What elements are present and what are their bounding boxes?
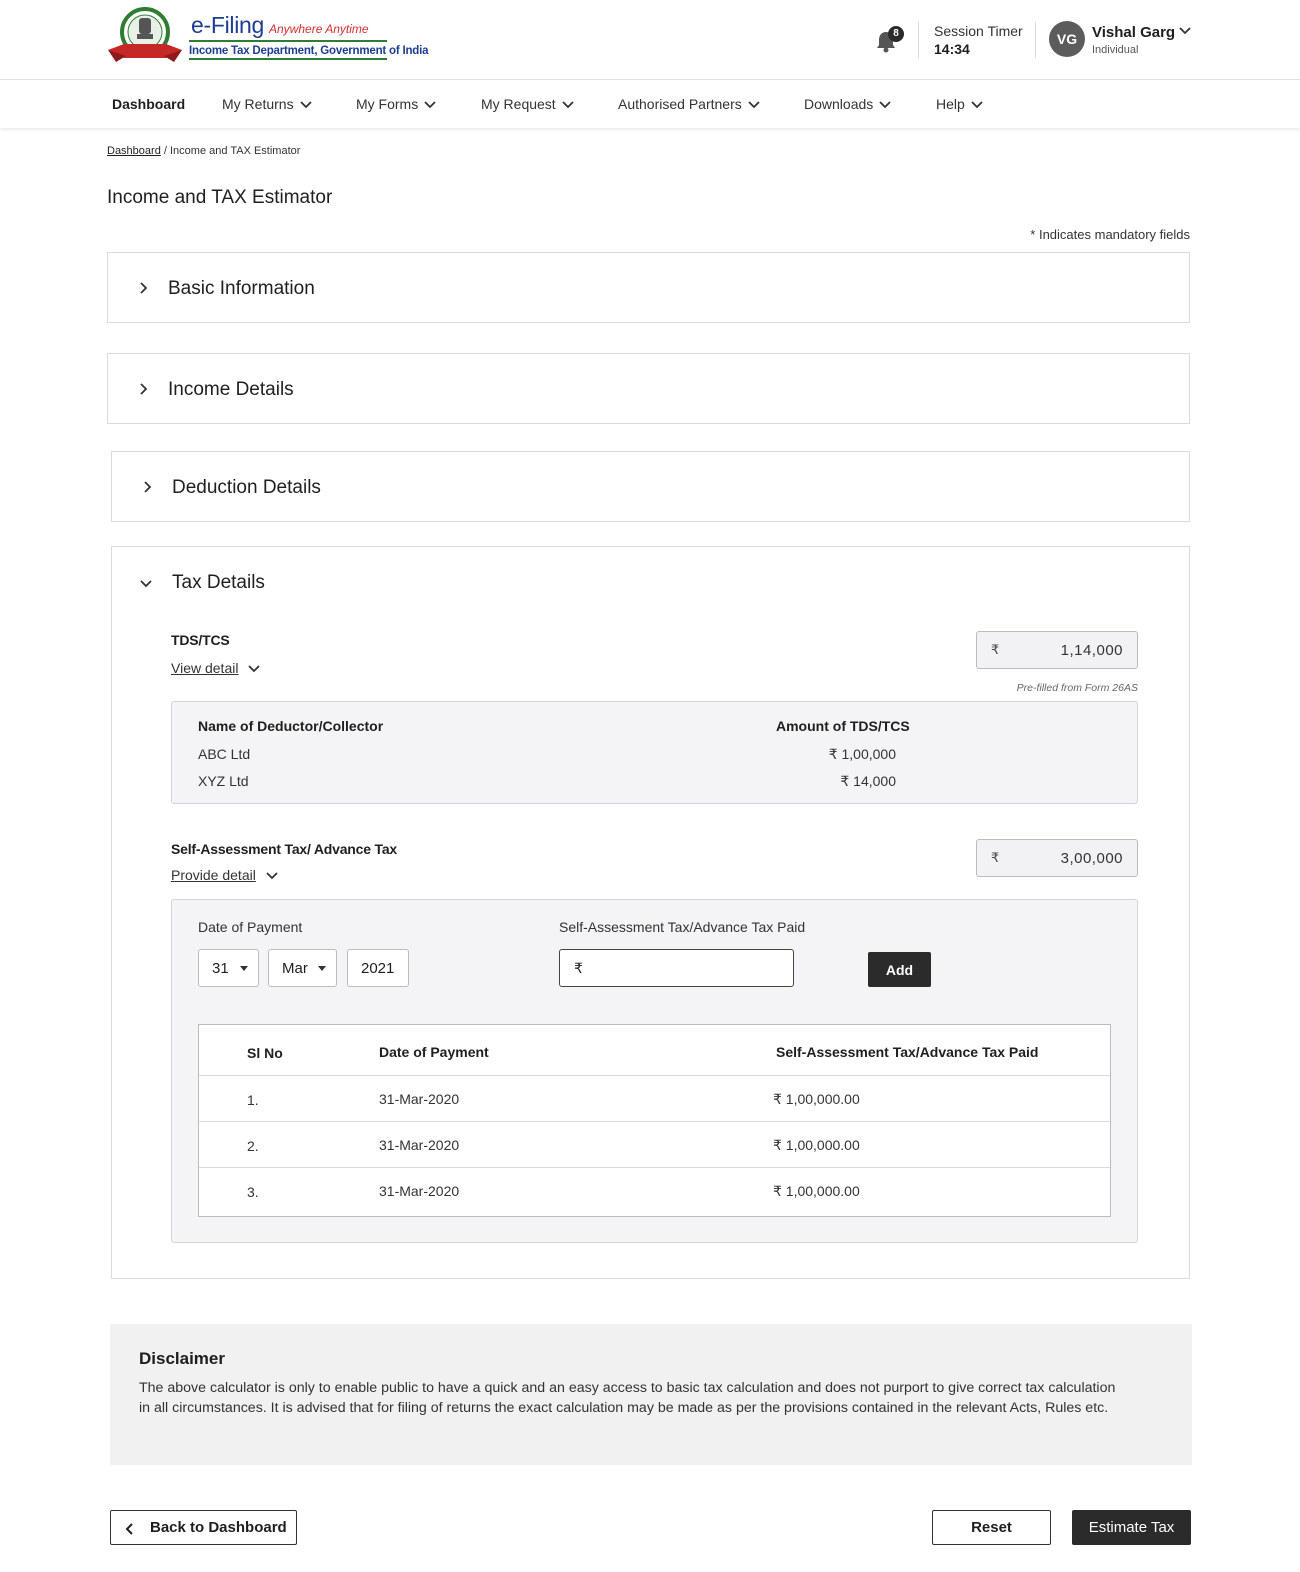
- chevron-down-icon: [879, 101, 891, 109]
- month-value: Mar: [282, 960, 308, 977]
- chevron-down-icon[interactable]: [139, 576, 153, 590]
- rupee-symbol: ₹: [991, 850, 1000, 865]
- nav-my-returns[interactable]: [222, 96, 312, 112]
- caret-down-icon: [240, 966, 248, 971]
- page-title: Income and TAX Estimator: [107, 187, 333, 208]
- row-divider: [199, 1121, 1110, 1122]
- nav-help[interactable]: [936, 96, 983, 112]
- provide-detail-link[interactable]: [171, 867, 278, 883]
- accordion-title: Basic Information: [168, 278, 315, 299]
- deductor-name: XYZ Ltd: [198, 773, 249, 789]
- accordion-basic-information[interactable]: [107, 252, 1190, 323]
- row-date: 31-Mar-2020: [379, 1091, 460, 1107]
- accordion-income-details[interactable]: [107, 353, 1190, 424]
- col-tds-amount: Amount of TDS/TCS: [776, 718, 910, 734]
- disclaimer-title: Disclaimer: [139, 1349, 225, 1368]
- tds-tcs-total-field: [976, 631, 1138, 669]
- nav-label: My Returns: [222, 96, 294, 112]
- reset-button[interactable]: Reset: [932, 1510, 1051, 1545]
- breadcrumb-current: Income and TAX Estimator: [170, 145, 301, 157]
- tds-tcs-total-value: 1,14,000: [1060, 642, 1123, 659]
- col-sl-no: Sl No: [247, 1045, 283, 1061]
- user-avatar[interactable]: VG: [1049, 21, 1085, 57]
- income-tax-emblem-logo[interactable]: [104, 6, 186, 66]
- view-detail-link[interactable]: [171, 660, 260, 676]
- nav-authorised-partners[interactable]: [618, 96, 760, 112]
- tds-tcs-label: TDS/TCS: [171, 632, 230, 648]
- tax-paid-input[interactable]: [592, 956, 782, 980]
- nav-downloads[interactable]: [804, 96, 891, 112]
- self-assessment-label: Self-Assessment Tax/ Advance Tax: [171, 841, 397, 857]
- nav-my-request[interactable]: [481, 96, 574, 112]
- nav-label: Help: [936, 96, 965, 112]
- breadcrumb: [107, 145, 300, 157]
- back-label: Back to Dashboard: [150, 1519, 287, 1536]
- chevron-down-icon: [248, 665, 260, 673]
- nav-label: Authorised Partners: [618, 96, 742, 112]
- brand-tagline: Anywhere Anytime: [269, 22, 369, 36]
- accordion-title[interactable]: Tax Details: [172, 572, 265, 593]
- nav-my-forms[interactable]: [356, 96, 436, 112]
- row-tax-paid: ₹ 1,00,000.00: [773, 1091, 860, 1107]
- col-date-of-payment: Date of Payment: [379, 1044, 489, 1060]
- nav-label: Downloads: [804, 96, 874, 112]
- header-divider: [1035, 22, 1036, 58]
- session-timer-value: 14:34: [934, 41, 970, 57]
- main-nav: [0, 80, 1300, 128]
- row-date: 31-Mar-2020: [379, 1183, 460, 1199]
- top-header: [0, 0, 1300, 80]
- deductor-amount: ₹ 1,00,000: [828, 746, 896, 762]
- row-divider: [199, 1167, 1110, 1168]
- chevron-down-icon: [748, 101, 760, 109]
- chevron-down-icon: [562, 101, 574, 109]
- breadcrumb-separator: /: [160, 145, 170, 157]
- chevron-right-icon: [136, 382, 150, 396]
- nav-label: My Forms: [356, 96, 419, 112]
- deductor-name: ABC Ltd: [198, 746, 251, 762]
- tax-paid-label: Self-Assessment Tax/Advance Tax Paid: [559, 919, 806, 935]
- rupee-symbol: ₹: [991, 642, 1000, 657]
- chevron-down-icon[interactable]: [1178, 24, 1192, 38]
- chevron-down-icon: [424, 101, 436, 109]
- back-to-dashboard-button[interactable]: [110, 1510, 297, 1545]
- accordion-title: Deduction Details: [172, 477, 321, 498]
- accordion-title: Income Details: [168, 379, 294, 400]
- brand-divider: [189, 40, 387, 42]
- user-name[interactable]: Vishal Garg: [1092, 24, 1176, 41]
- notification-count-badge: 8: [888, 26, 904, 42]
- row-date: 31-Mar-2020: [379, 1137, 460, 1153]
- disclaimer-box: [110, 1324, 1192, 1465]
- disclaimer-text: The above calculator is only to enable public to have a quick and an easy access to basic tax calculation and does not purport to give correct tax calculation in all circumstances. It is advised that for filing of returns the exact calculation may be made as per the provisions contained in the relevant Acts, Rules etc.: [139, 1380, 1116, 1416]
- chevron-down-icon: [971, 101, 983, 109]
- brand-underline: [189, 58, 387, 60]
- col-tax-paid: Self-Assessment Tax/Advance Tax Paid: [776, 1044, 1039, 1060]
- deductor-amount: ₹ 14,000: [840, 773, 896, 789]
- row-divider: [199, 1075, 1110, 1076]
- brand-subtitle: Income Tax Department, Government of India: [189, 45, 429, 57]
- day-select[interactable]: [198, 949, 259, 987]
- rupee-symbol: ₹: [574, 960, 583, 976]
- year-field[interactable]: [347, 949, 409, 987]
- accordion-deduction-details[interactable]: [111, 451, 1190, 522]
- view-detail-label: View detail: [171, 660, 239, 676]
- row-sl-no: 2.: [247, 1138, 259, 1154]
- row-tax-paid: ₹ 1,00,000.00: [773, 1137, 860, 1153]
- date-of-payment-label: Date of Payment: [198, 919, 303, 935]
- chevron-right-icon: [136, 281, 150, 295]
- caret-down-icon: [318, 966, 326, 971]
- year-value: 2021: [361, 960, 395, 977]
- chevron-down-icon: [300, 101, 312, 109]
- row-sl-no: 1.: [247, 1092, 259, 1108]
- nav-dashboard[interactable]: [112, 96, 185, 112]
- chevron-right-icon: [140, 480, 154, 494]
- breadcrumb-dashboard-link[interactable]: Dashboard: [107, 145, 161, 157]
- self-assessment-total-value: 3,00,000: [1060, 850, 1123, 867]
- prefill-note: Pre-filled from Form 26AS: [1016, 682, 1138, 694]
- row-tax-paid: ₹ 1,00,000.00: [773, 1183, 860, 1199]
- provide-detail-label: Provide detail: [171, 867, 256, 883]
- mandatory-fields-note: * Indicates mandatory fields: [1030, 227, 1190, 242]
- header-divider: [918, 22, 919, 58]
- estimate-tax-button[interactable]: Estimate Tax: [1072, 1510, 1191, 1545]
- tax-paid-input-wrapper: [559, 949, 794, 987]
- chevron-left-icon: [125, 1523, 135, 1535]
- day-value: 31: [212, 960, 229, 977]
- tds-detail-panel: [171, 701, 1138, 804]
- add-button[interactable]: Add: [868, 952, 931, 987]
- user-role: Individual: [1092, 44, 1139, 56]
- row-sl-no: 3.: [247, 1184, 259, 1200]
- col-deductor-name: Name of Deductor/Collector: [198, 718, 384, 734]
- payments-table: [198, 1024, 1111, 1217]
- session-timer-label: Session Timer: [934, 23, 1023, 39]
- month-select[interactable]: [268, 949, 337, 987]
- nav-label: My Request: [481, 96, 556, 112]
- nav-label: Dashboard: [112, 96, 186, 112]
- self-assessment-total-field: [976, 839, 1138, 877]
- chevron-down-icon: [266, 872, 278, 880]
- brand-title: e-Filing: [191, 12, 265, 38]
